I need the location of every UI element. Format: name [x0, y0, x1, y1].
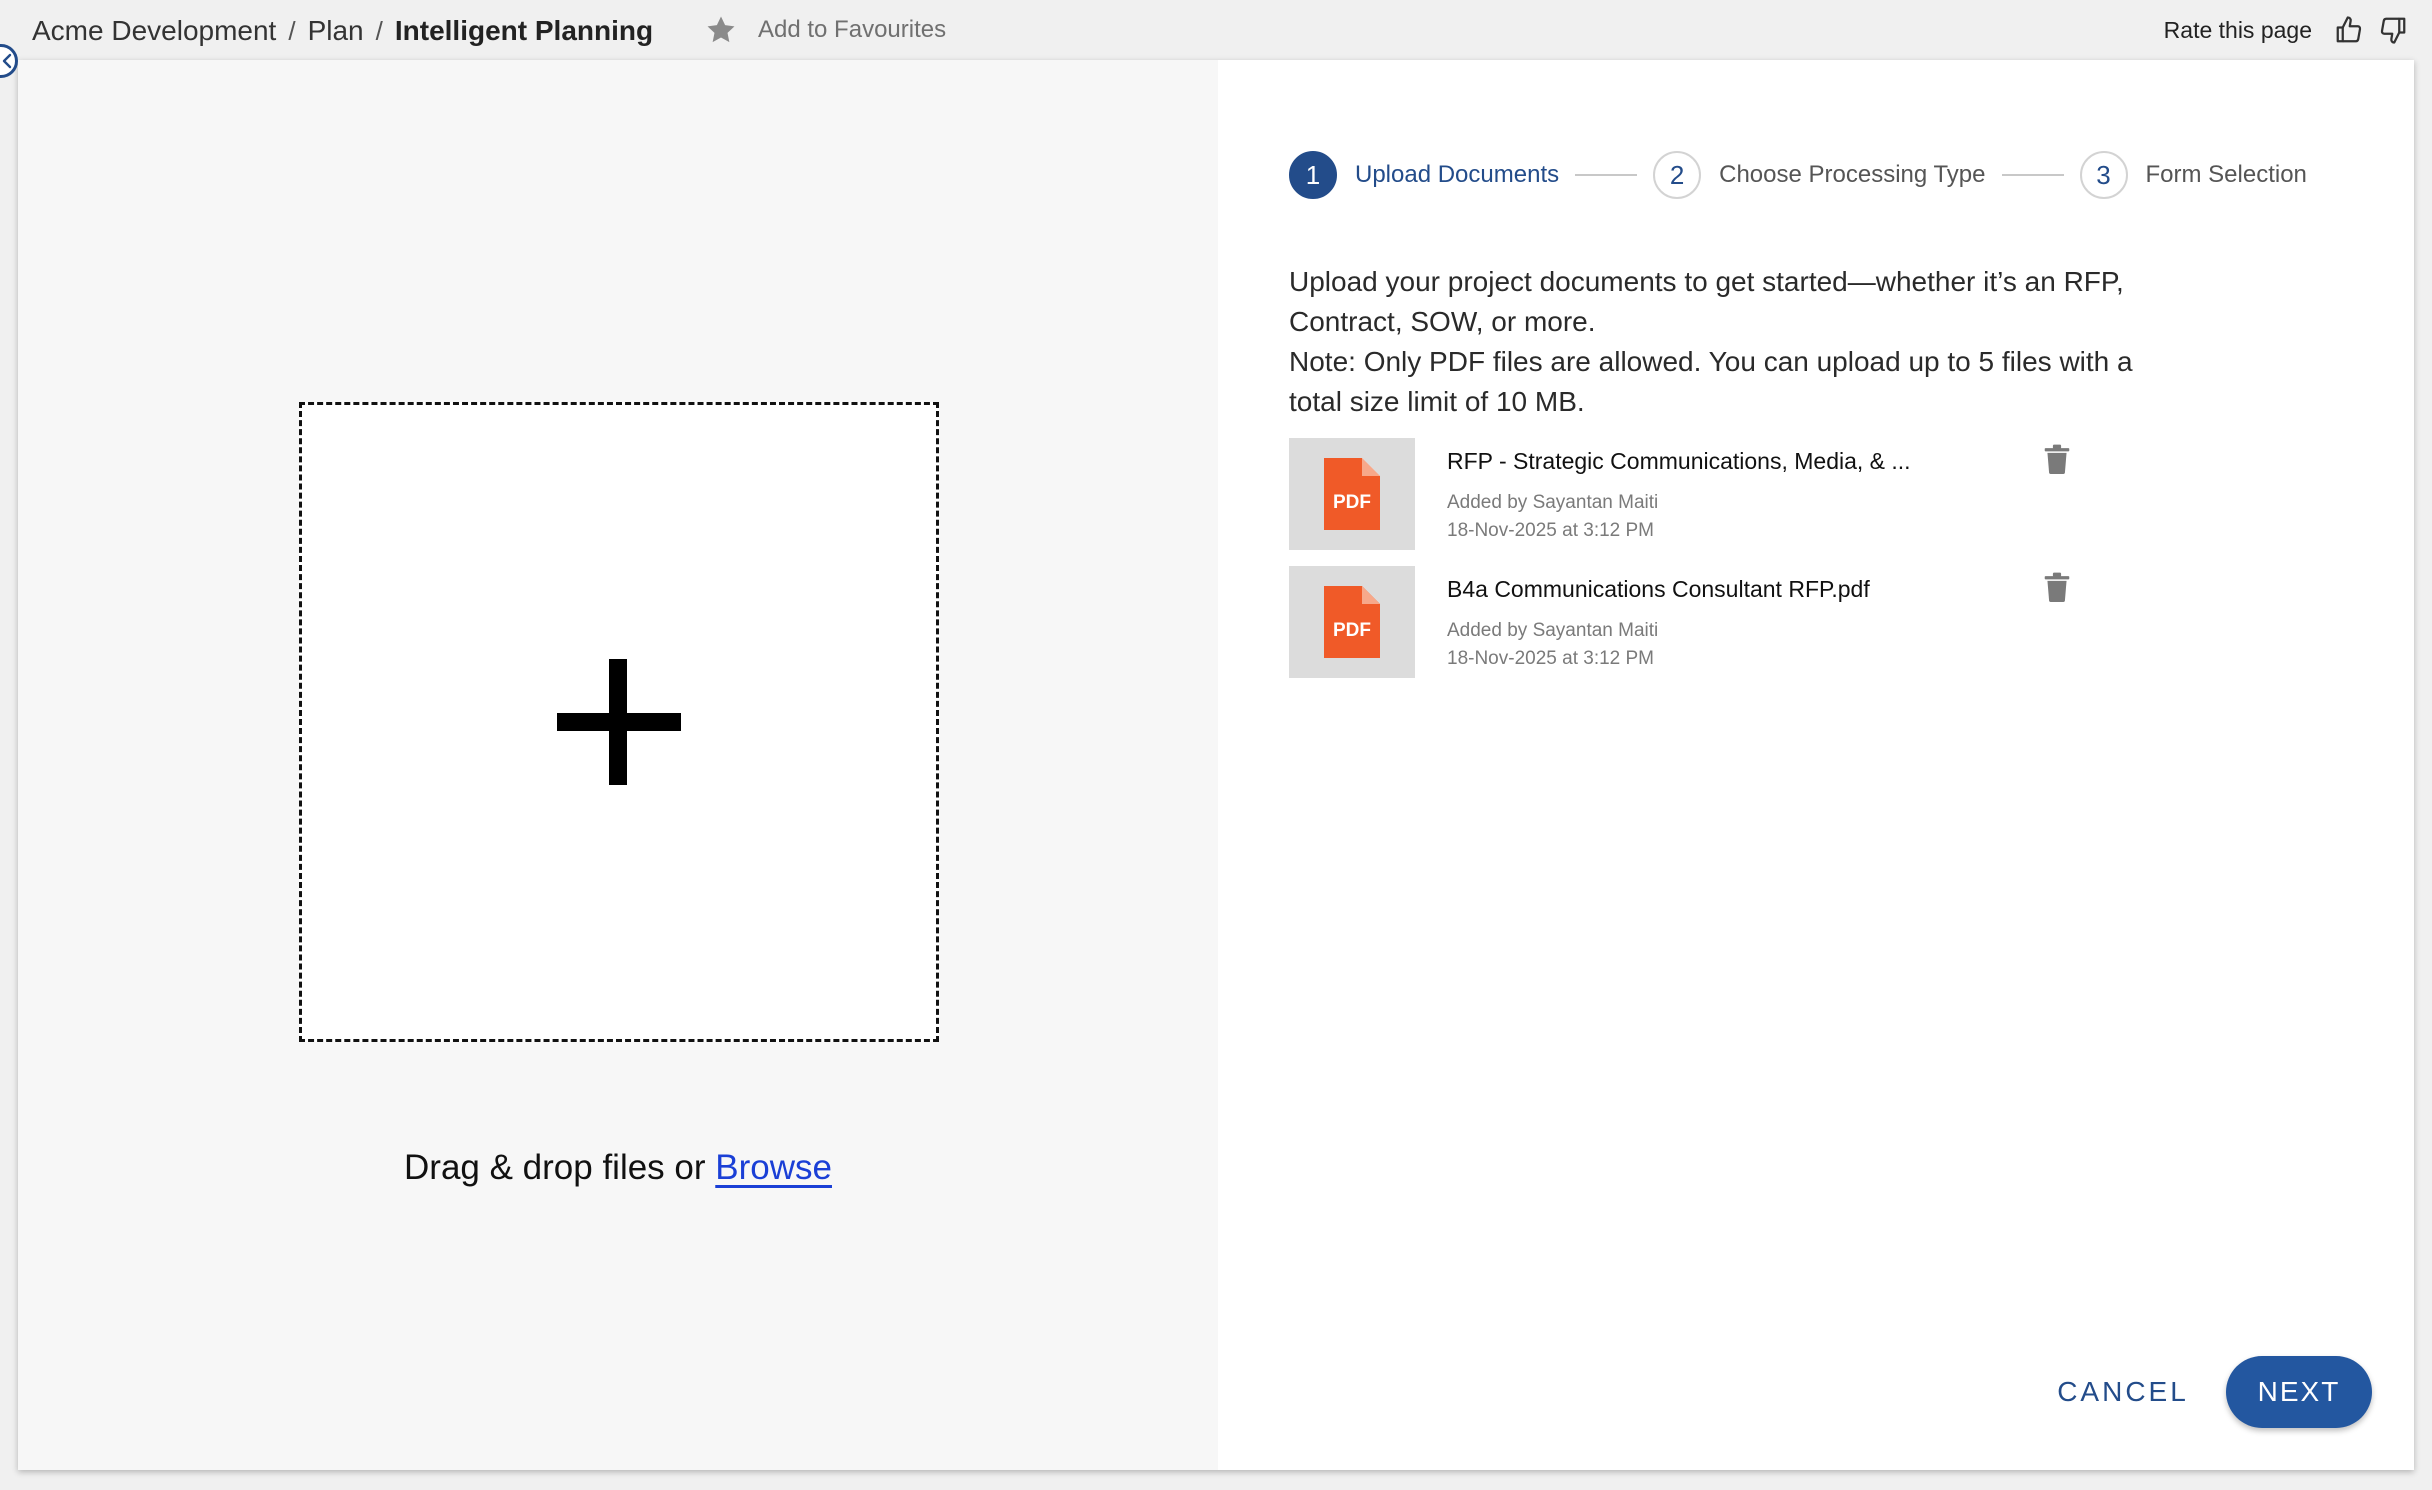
description-note: Note: Only PDF files are allowed. You can upload up to 5 files with a total size limit of 10 MB.: [1289, 346, 2133, 417]
rate-page: [2164, 10, 2408, 50]
step-connector: [2002, 174, 2064, 176]
step-choose-processing-type: [1653, 151, 1985, 199]
step-label: Upload Documents: [1355, 161, 1560, 188]
chevron-left-icon: [0, 53, 15, 69]
description-line: Upload your project documents to get started—whether it’s an RFP, Contract, SOW, or more.: [1289, 266, 2124, 337]
pdf-badge: PDF: [1333, 620, 1371, 641]
step-connector: [1575, 174, 1637, 176]
browse-link[interactable]: Browse: [715, 1148, 832, 1187]
upload-details: [1218, 60, 2414, 1470]
file-info: [1447, 566, 1870, 678]
top-bar: [0, 0, 2432, 60]
pdf-file-icon: [1324, 586, 1380, 658]
file-name: RFP - Strategic Communications, Media, & ...: [1447, 448, 1911, 474]
file-item: [1289, 566, 2089, 678]
stepper: [1289, 148, 2307, 202]
step-label: Choose Processing Type: [1719, 161, 1986, 188]
file-thumbnail: [1289, 438, 1415, 550]
file-info: [1447, 438, 1911, 550]
trash-icon[interactable]: [2043, 444, 2071, 474]
pdf-file-icon: [1324, 458, 1380, 530]
upload-description: [1289, 262, 2149, 422]
step-label: Form Selection: [2145, 161, 2307, 188]
file-added-by: Added by Sayantan Maiti: [1447, 492, 1659, 513]
step-form-selection: [2080, 151, 2307, 199]
plus-icon: [557, 659, 681, 785]
dropzone-area: [18, 60, 1218, 1470]
rate-page-label: Rate this page: [2163, 16, 2312, 43]
next-button[interactable]: NEXT: [2226, 1356, 2372, 1428]
step-number: 2: [1653, 151, 1701, 199]
file-list: [1289, 438, 2089, 694]
dropzone-text: Drag & drop files or: [404, 1148, 716, 1187]
file-added-by: Added by Sayantan Maiti: [1447, 620, 1659, 641]
thumbs-up-icon[interactable]: [2334, 15, 2364, 45]
upload-panel: [18, 60, 2414, 1470]
add-to-favourites-button[interactable]: [704, 10, 946, 50]
breadcrumb-item-plan[interactable]: Plan: [307, 15, 364, 46]
file-timestamp: 18-Nov-2025 at 3:12 PM: [1447, 520, 1655, 541]
file-thumbnail: [1289, 566, 1415, 678]
trash-icon[interactable]: [2043, 572, 2071, 602]
cancel-button[interactable]: CANCEL: [2038, 1356, 2208, 1428]
dropzone-instructions: [18, 1148, 1218, 1188]
pdf-badge: PDF: [1333, 492, 1371, 513]
add-to-favourites-label: Add to Favourites: [758, 16, 947, 43]
breadcrumb-item-acme[interactable]: Acme Development: [32, 15, 277, 46]
breadcrumb-separator: /: [288, 15, 296, 46]
file-dropzone[interactable]: [299, 402, 939, 1042]
file-timestamp: 18-Nov-2025 at 3:12 PM: [1447, 648, 1655, 669]
star-icon: [704, 13, 738, 47]
step-upload-documents: [1289, 151, 1559, 199]
file-item: [1289, 438, 2089, 550]
step-number: 1: [1289, 151, 1337, 199]
thumbs-down-icon[interactable]: [2378, 15, 2408, 45]
file-name: B4a Communications Consultant RFP.pdf: [1447, 576, 1870, 602]
breadcrumb-separator: /: [375, 15, 383, 46]
page-title: Intelligent Planning: [394, 15, 654, 46]
breadcrumb: [32, 12, 653, 50]
step-number: 3: [2080, 151, 2128, 199]
